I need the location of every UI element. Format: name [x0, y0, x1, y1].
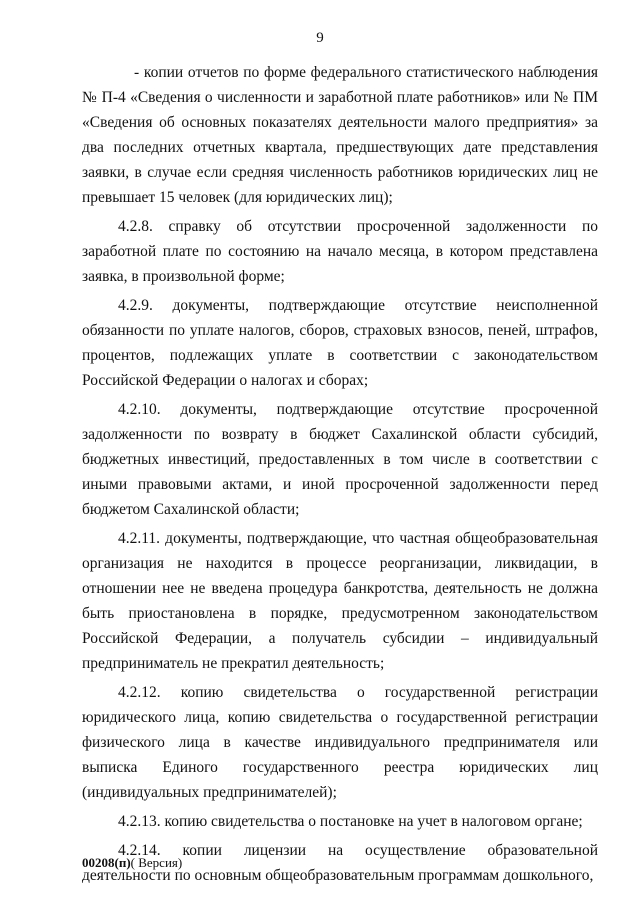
paragraph-4-2-8: 4.2.8. справку об отсутствии просроченной задолженности по заработной плате по состоянию на начало месяца, в котором представлена заявка, в произвольной форме;: [82, 218, 598, 285]
paragraph-4-2-12: 4.2.12. копию свидетельства о государственной регистрации юридического лица, копию свидетельства о государственной регистрации физического лица в качестве индивидуального предпринимателя или выписка Единого государственного реестра юридических лиц (индивидуальных предпринимателей);: [82, 684, 598, 801]
page-number: 9: [316, 30, 324, 46]
paragraph-4-2-11: 4.2.11. документы, подтверждающие, что частная общеобразовательная организация не находится в процессе реорганизации, ликвидации, в отношении нее не введена процедура банкротства, деятельность не должна быть приостановлена в порядке, предусмотренном законодательством Российской Федерации, а получатель субсидии – индивидуальный предприниматель не прекратил деятельность;: [82, 530, 598, 672]
paragraph-4-2-10: 4.2.10. документы, подтверждающие отсутствие просроченной задолженности по возврату в бюджет Сахалинской области субсидий, бюджетных инвестиций, предоставленных в том числе в соответствии с иными правовыми актами, и иной просроченной задолженности перед бюджетом Сахалинской области;: [82, 401, 598, 518]
paragraph-4-2-13: 4.2.13. копию свидетельства о постановке на учет в налоговом органе;: [118, 813, 583, 830]
document-code: 00208(п): [82, 855, 131, 870]
document-version: ( Версия): [130, 855, 183, 870]
document-footer: [82, 855, 182, 871]
paragraph-4-2-14: 4.2.14. копии лицензии на осуществление образовательной деятельности по основным общеобразовательным программам дошкольного,: [82, 842, 598, 884]
document-body: [82, 60, 598, 892]
paragraph-4-2-9: 4.2.9. документы, подтверждающие отсутствие неисполненной обязанности по уплате налогов, сборов, страховых взносов, пеней, штрафов, процентов, подлежащих уплате в соответствии с законодательством Российской Федерации о налогах и сборах;: [82, 297, 598, 389]
paragraph-statistics-reports: - копии отчетов по форме федерального статистического наблюдения № П-4 «Сведения о численности и заработной плате работников» или № ПМ «Сведения об основных показателях деятельности малого предприятия» за два последних отчетных квартала, предшествующих дате представления заявки, в случае если средняя численность работников юридических лиц не превышает 15 человек (для юридических лиц);: [82, 64, 598, 206]
